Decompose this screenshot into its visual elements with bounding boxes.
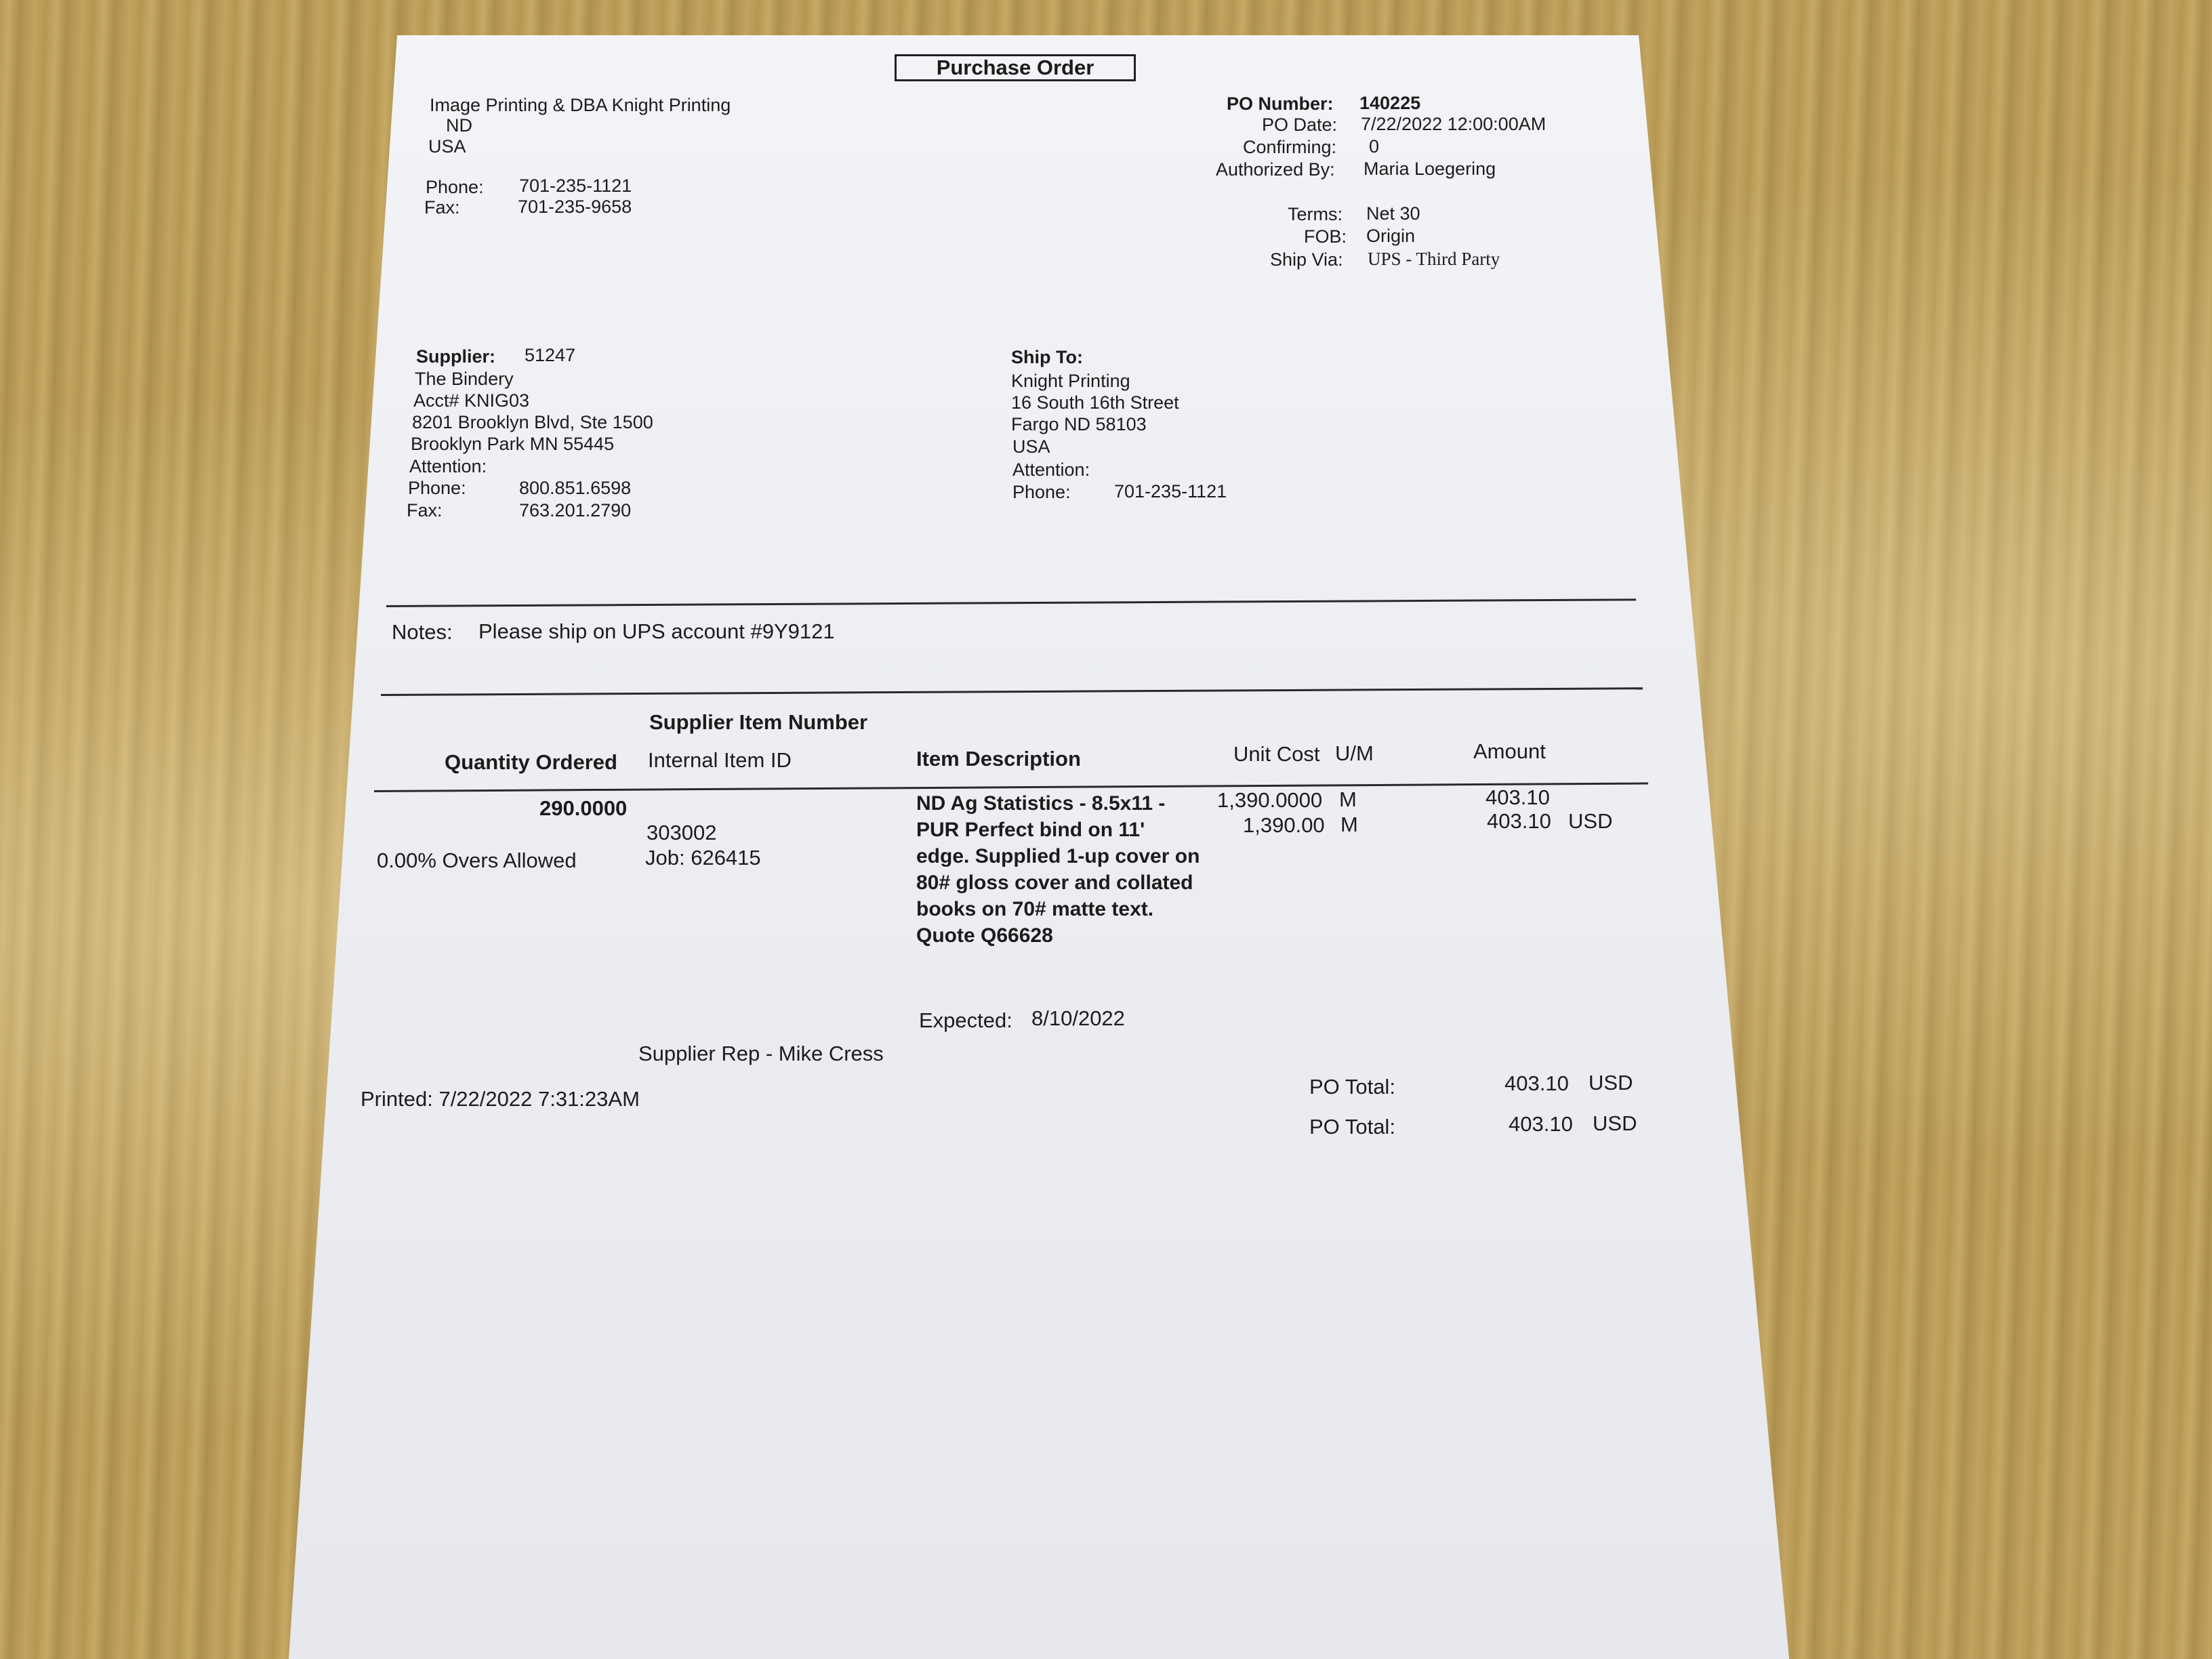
header-supplier-item-number: Supplier Item Number <box>649 710 868 734</box>
supplier-rep: Supplier Rep - Mike Cress <box>638 1042 884 1065</box>
po-total-label: PO Total: <box>1309 1075 1395 1099</box>
row-currency: USD <box>1568 809 1613 833</box>
company-phone-label: Phone: <box>426 177 484 197</box>
ship-to-name: Knight Printing <box>1011 371 1130 391</box>
authorized-label: Authorized By: <box>1216 159 1335 180</box>
ship-to-country: USA <box>1012 436 1050 457</box>
ship-to-label: Ship To: <box>1011 347 1083 367</box>
terms-label: Terms: <box>1288 204 1343 224</box>
row-internal-id: 303002 <box>647 821 717 844</box>
header-unit-cost: Unit Cost <box>1233 742 1320 766</box>
row-um-2: M <box>1340 813 1358 836</box>
ship-to-address1: 16 South 16th Street <box>1011 392 1179 413</box>
supplier-phone: 800.851.6598 <box>519 478 632 498</box>
supplier-account: Acct# KNIG03 <box>413 390 530 411</box>
row-amount-1: 403.10 <box>1486 785 1550 809</box>
header-um: U/M <box>1335 741 1374 765</box>
supplier-attention: Attention: <box>409 456 487 476</box>
fob-value: Origin <box>1366 226 1416 246</box>
ship-via-value: UPS - Third Party <box>1368 249 1500 269</box>
supplier-label: Supplier: <box>416 346 496 367</box>
row-quantity: 290.0000 <box>539 796 628 820</box>
row-description: ND Ag Statistics - 8.5x11 - PUR Perfect bind on 11' edge. Supplied 1-up cover on 80# gloss cover and collated books on 70# matte text. Quote Q66628 <box>916 792 1200 947</box>
supplier-phone-label: Phone: <box>408 478 466 498</box>
notes-text: Please ship on UPS account #9Y9121 <box>478 619 835 643</box>
header-item-description: Item Description <box>916 747 1081 771</box>
po-total-value: 403.10 <box>1504 1071 1569 1095</box>
ship-to-phone-label: Phone: <box>1012 482 1071 502</box>
po-total-currency: USD <box>1593 1111 1637 1135</box>
row-unit-cost-1: 1,390.0000 <box>1217 788 1323 812</box>
row-um-1: M <box>1339 787 1357 811</box>
header-quantity-ordered: Quantity Ordered <box>445 750 617 774</box>
supplier-address1: 8201 Brooklyn Blvd, Ste 1500 <box>412 412 653 432</box>
header-internal-item-id: Internal Item ID <box>648 748 792 772</box>
row-amount-2: 403.10 <box>1487 809 1551 833</box>
company-fax-label: Fax: <box>424 197 460 218</box>
header-amount: Amount <box>1473 739 1546 763</box>
document-title: Purchase Order <box>895 54 1136 81</box>
confirming-value: 0 <box>1369 136 1380 157</box>
terms-value: Net 30 <box>1366 203 1420 224</box>
supplier-id: 51247 <box>525 345 576 365</box>
row-job: Job: 626415 <box>645 846 761 869</box>
po-total-value: 403.10 <box>1509 1112 1573 1136</box>
po-date-label: PO Date: <box>1262 115 1338 135</box>
ship-to-attention: Attention: <box>1012 459 1090 480</box>
ship-to-address2: Fargo ND 58103 <box>1011 414 1147 434</box>
printed-timestamp: Printed: 7/22/2022 7:31:23AM <box>361 1087 640 1111</box>
supplier-address2: Brooklyn Park MN 55445 <box>411 434 615 454</box>
expected-date: 8/10/2022 <box>1031 1006 1125 1030</box>
row-unit-cost-2: 1,390.00 <box>1243 813 1325 837</box>
po-number: 140225 <box>1359 93 1421 113</box>
po-total-currency: USD <box>1589 1071 1633 1094</box>
po-date: 7/22/2022 12:00:00AM <box>1361 114 1547 134</box>
company-phone: 701-235-1121 <box>519 176 632 196</box>
supplier-name: The Bindery <box>415 369 514 389</box>
po-total-label: PO Total: <box>1309 1115 1395 1139</box>
company-name: Image Printing & DBA Knight Printing <box>430 95 731 115</box>
po-number-label: PO Number: <box>1227 94 1334 114</box>
supplier-fax: 763.201.2790 <box>519 500 632 520</box>
notes-label: Notes: <box>392 620 453 644</box>
confirming-label: Confirming: <box>1243 137 1337 157</box>
company-fax: 701-235-9658 <box>518 197 632 217</box>
expected-label: Expected: <box>919 1008 1012 1032</box>
row-overs: 0.00% Overs Allowed <box>377 848 577 872</box>
company-country: USA <box>428 136 466 157</box>
ship-via-label: Ship Via: <box>1270 249 1343 270</box>
ship-to-phone: 701-235-1121 <box>1114 481 1227 501</box>
company-state: ND <box>446 115 472 136</box>
authorized-value: Maria Loegering <box>1364 159 1496 179</box>
fob-label: FOB: <box>1304 226 1347 247</box>
supplier-fax-label: Fax: <box>407 500 443 520</box>
